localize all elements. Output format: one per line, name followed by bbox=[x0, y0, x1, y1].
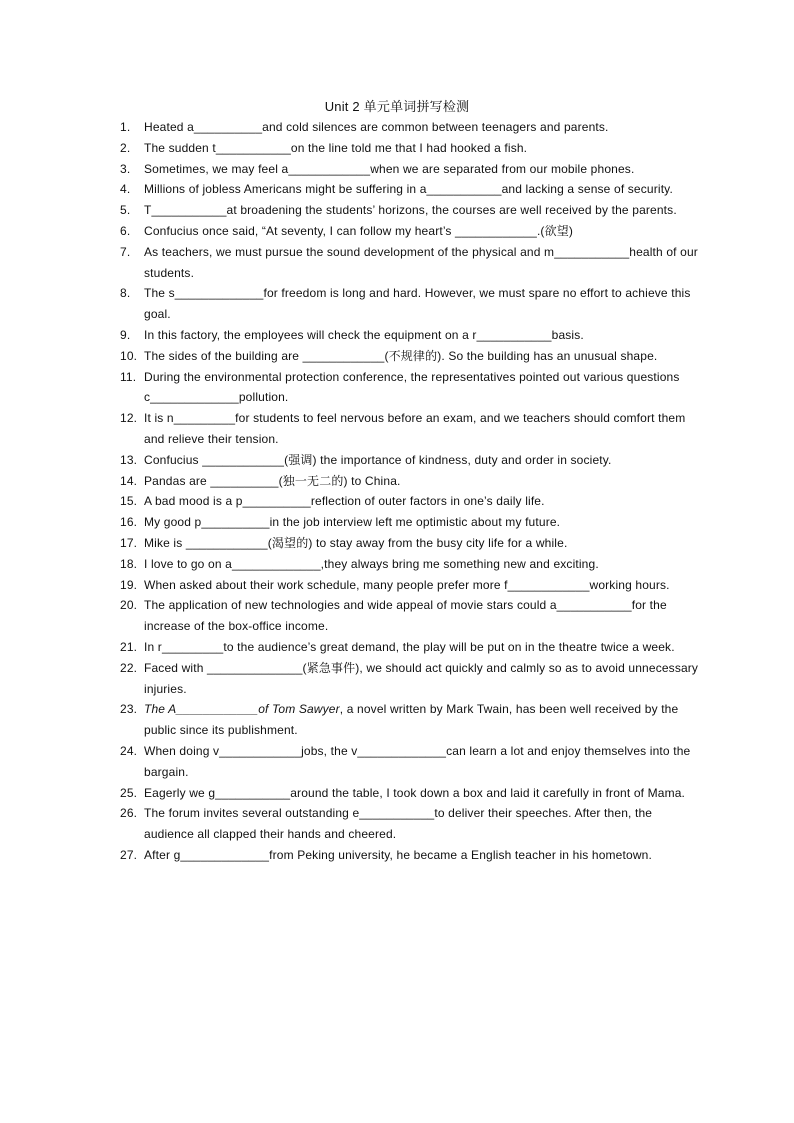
question-item bbox=[110, 408, 700, 450]
question-item bbox=[110, 783, 700, 804]
question-text: As teachers, we must pursue the sound development of the physical and m___________health of our students. bbox=[144, 244, 698, 280]
question-text: Mike is ____________(渴望的) to stay away from the busy city life for a while. bbox=[144, 535, 568, 550]
question-number: 6. bbox=[120, 223, 131, 238]
question-number: 13. bbox=[120, 452, 138, 467]
question-item bbox=[110, 512, 700, 533]
question-item bbox=[110, 138, 700, 159]
question-text: During the environmental protection conference, the representatives pointed out various questions c_____________pollution. bbox=[144, 369, 680, 405]
question-item bbox=[110, 741, 700, 783]
question-item bbox=[110, 283, 700, 325]
question-number: 9. bbox=[120, 327, 131, 342]
question-item bbox=[110, 471, 700, 492]
question-number: 21. bbox=[120, 639, 138, 654]
question-number: 26. bbox=[120, 806, 138, 821]
question-number: 22. bbox=[120, 660, 138, 675]
question-number: 20. bbox=[120, 598, 138, 613]
question-text: T___________at broadening the students’ horizons, the courses are well received by the parents. bbox=[144, 203, 677, 218]
question-number: 23. bbox=[120, 702, 138, 717]
question-item bbox=[110, 803, 700, 845]
question-text: I love to go on a_____________,they always bring me something new and exciting. bbox=[144, 556, 599, 571]
question-text: The sides of the building are ____________(不规律的). So the building has an unusual shape. bbox=[144, 348, 658, 363]
question-item bbox=[110, 595, 700, 637]
question-number: 18. bbox=[120, 556, 138, 571]
question-item bbox=[110, 575, 700, 596]
question-item bbox=[110, 845, 700, 866]
question-number: 3. bbox=[120, 161, 131, 176]
question-number: 5. bbox=[120, 203, 131, 218]
question-text: The s_____________for freedom is long and hard. However, we must spare no effort to achieve this goal. bbox=[144, 286, 691, 322]
question-text: Confucius ____________(强调) the importance of kindness, duty and order in society. bbox=[144, 452, 612, 467]
question-text: After g_____________from Peking university, he became a English teacher in his hometown. bbox=[144, 847, 652, 862]
question-number: 7. bbox=[120, 244, 131, 259]
question-number: 19. bbox=[120, 577, 138, 592]
question-item bbox=[110, 367, 700, 409]
question-text: Heated a__________and cold silences are common between teenagers and parents. bbox=[144, 120, 609, 134]
question-text: When asked about their work schedule, many people prefer more f____________working hours. bbox=[144, 577, 670, 592]
question-item bbox=[110, 325, 700, 346]
question-text: Millions of jobless Americans might be suffering in a___________and lacking a sense of security. bbox=[144, 182, 673, 197]
page-title: Unit 2 单元单词拼写检测 bbox=[324, 99, 470, 114]
question-item bbox=[110, 533, 700, 554]
question-italic-title: The A____________of Tom Sawyer bbox=[144, 702, 340, 717]
question-item bbox=[110, 450, 700, 471]
question-number: 27. bbox=[120, 847, 138, 862]
question-number: 15. bbox=[120, 494, 138, 509]
question-text: The sudden t___________on the line told me that I had hooked a fish. bbox=[144, 140, 528, 155]
question-text: In r_________to the audience’s great demand, the play will be put on in the theatre twice a week. bbox=[144, 639, 675, 654]
question-item bbox=[110, 346, 700, 367]
question-item bbox=[110, 200, 700, 221]
question-item bbox=[110, 554, 700, 575]
question-item bbox=[110, 242, 700, 284]
question-text: When doing v____________jobs, the v_____________can learn a lot and enjoy themselves into the bargain. bbox=[144, 743, 691, 779]
question-text: My good p__________in the job interview left me optimistic about my future. bbox=[144, 515, 561, 530]
question-number: 8. bbox=[120, 286, 131, 301]
question-number: 4. bbox=[120, 182, 131, 197]
question-text: The application of new technologies and wide appeal of movie stars could a___________for the increase of the box-office income. bbox=[144, 598, 667, 634]
question-text: In this factory, the employees will check the equipment on a r___________basis. bbox=[144, 327, 584, 342]
question-text: Pandas are __________(独一无二的) to China. bbox=[144, 473, 401, 488]
question-text: Sometimes, we may feel a____________when we are separated from our mobile phones. bbox=[144, 161, 635, 176]
question-item bbox=[110, 658, 700, 700]
question-number: 1. bbox=[120, 120, 131, 134]
question-number: 16. bbox=[120, 515, 138, 530]
question-number: 14. bbox=[120, 473, 138, 488]
question-number: 24. bbox=[120, 743, 138, 758]
question-text: Eagerly we g___________around the table, I took down a box and laid it carefully in front of Mama. bbox=[144, 785, 686, 800]
question-item bbox=[110, 699, 700, 741]
question-text-rest: , a novel written by Mark Twain, has been well received by the public since its publishment. bbox=[144, 702, 679, 738]
question-text: Confucius once said, “At seventy, I can follow my heart’s ____________.(欲望) bbox=[144, 223, 574, 238]
question-item bbox=[110, 117, 700, 138]
question-text: Faced with ______________(紧急事件), we should act quickly and calmly so as to avoid unnecessary injuries. bbox=[144, 660, 699, 696]
question-text bbox=[144, 699, 700, 741]
question-list bbox=[110, 117, 700, 866]
question-number: 10. bbox=[120, 348, 138, 363]
question-text: A bad mood is a p__________reflection of outer factors in one’s daily life. bbox=[144, 494, 545, 509]
question-text: It is n_________for students to feel nervous before an exam, and we teachers should comfort them and relieve their tension. bbox=[144, 411, 686, 446]
question-number: 25. bbox=[120, 785, 138, 800]
question-text: The forum invites several outstanding e___________to deliver their speeches. After then, the audience all clapped their hands and cheered. bbox=[144, 806, 653, 842]
question-item bbox=[110, 179, 700, 200]
question-item bbox=[110, 221, 700, 242]
question-number: 17. bbox=[120, 535, 138, 550]
question-item bbox=[110, 637, 700, 658]
question-number: 2. bbox=[120, 140, 131, 155]
question-item bbox=[110, 491, 700, 512]
question-number: 12. bbox=[120, 411, 138, 426]
question-item bbox=[110, 159, 700, 180]
question-number: 11. bbox=[120, 369, 137, 384]
